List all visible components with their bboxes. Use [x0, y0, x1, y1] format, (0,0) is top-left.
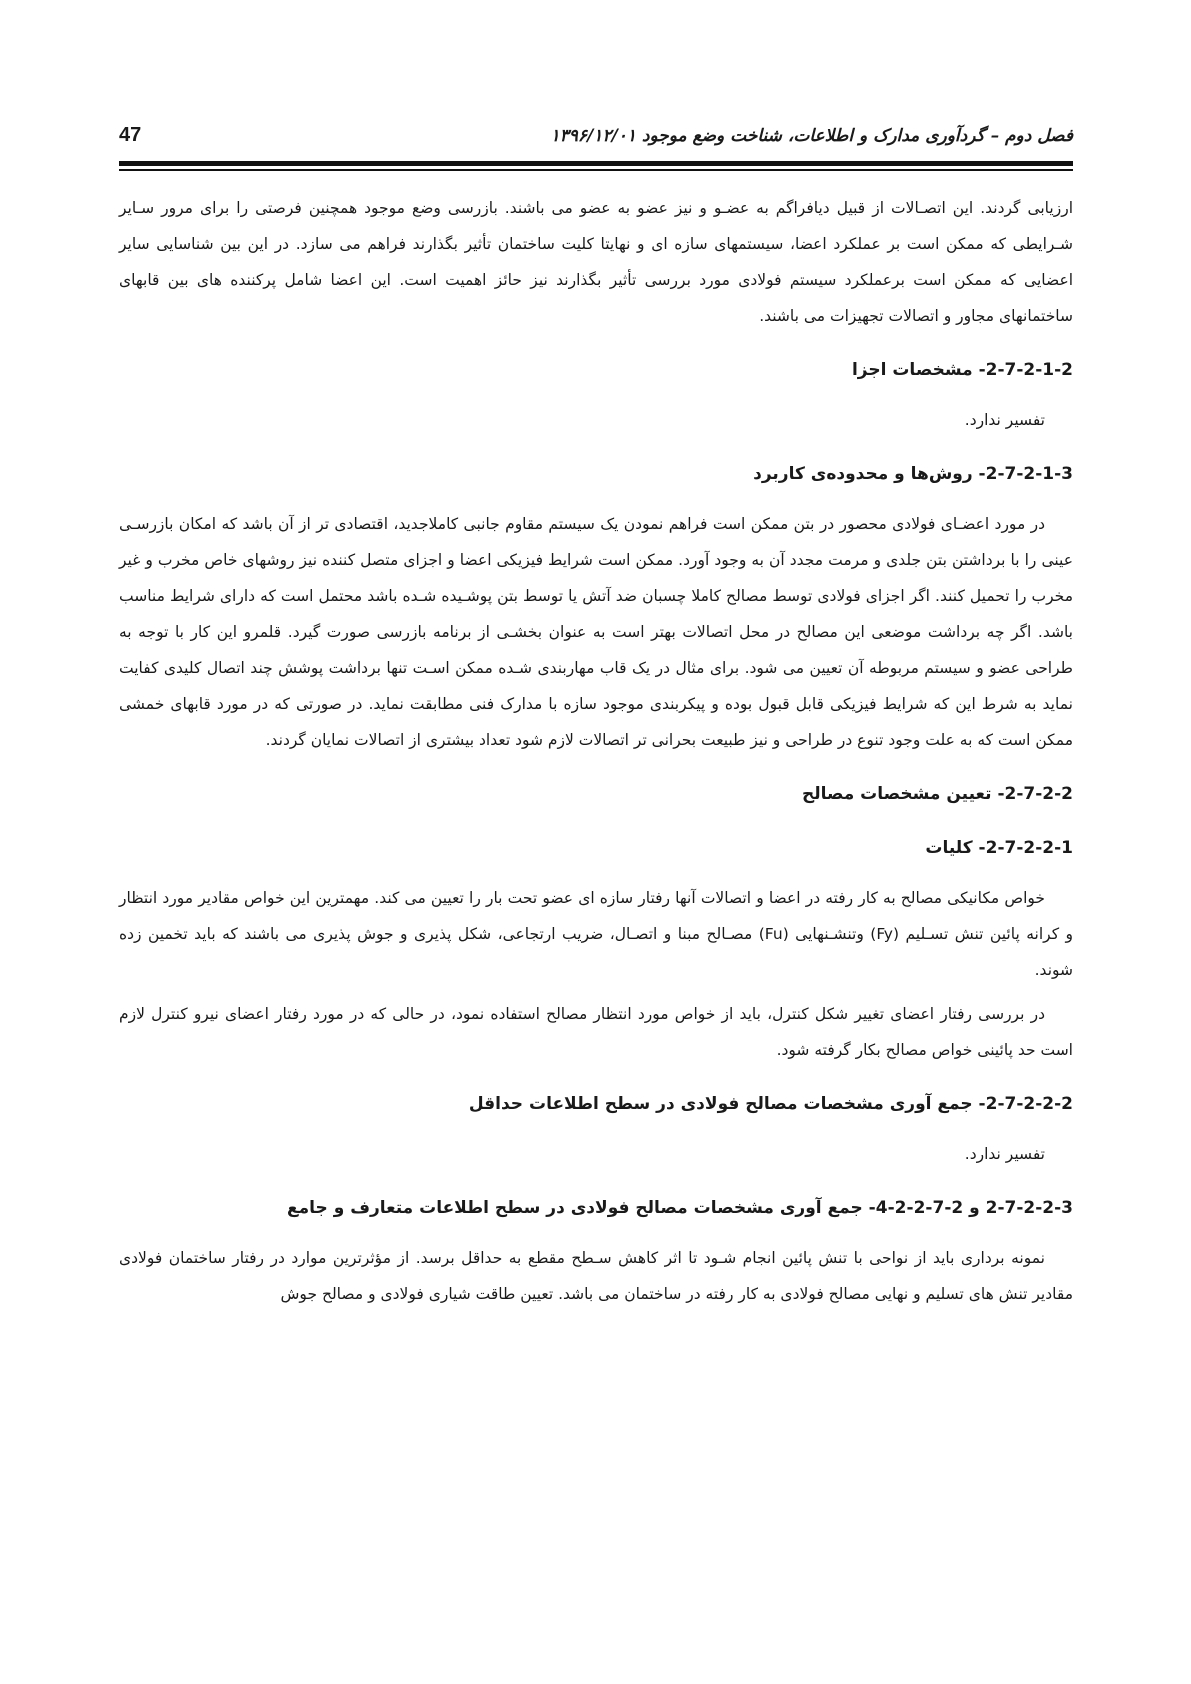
section-heading-general: 2-7-2-2-1- کلیات [925, 838, 1073, 858]
paragraph-encased-members: در مورد اعضـای فولادی محصور در بتن ممکن است فراهم نمودن یک سیستم مقاوم جانبی کاملاجدید، اقتصادی تر از آن باشد که امکان بازرسـی عینی را با برداشتن بتن جلدی و مرمت مجدد آن به وجود آورد. ممکن است شرایط فیزیکی اعضا و اجزای متصل کننده نیز روشهای خاص مخرب و غیر مخرب را تحمیل کنند. اگر اجزای فولادی توسط مصالح کاملا چسبان ضد آتش یا توسط بتن پوشـیده شـده باشد محتمل است که دارای شرایط مناسب باشد. اگر چه برداشت موضعی این مصالح در محل اتصالات بهتر است به عنوان بخشـی از برنامه بازرسی صورت گیرد. قلمرو این کار با توجه به طراحی عضو و سیستم مربوطه آن تعیین می شود. برای مثال در یک قاب مهاربندی شـده ممکن اسـت تنها برداشت پوشش چند اتصال کلیدی کفایت نماید به شرط این که شرایط فیزیکی قابل قبول بوده و پیکربندی موجود سازه با مدارک فنی مطابقت نماید. در صورتی که در مورد قابهای خمشی ممکن است که به علت وجود تنوع در طراحی و نیز طبیعت بحرانی تر اتصالات لازم شود تعداد بیشتری از اتصالات نمایان گردند. [119, 515, 1073, 749]
paragraph-mechanical-properties: خواص مکانیکی مصالح به کار رفته در اعضا و اتصالات آنها رفتار سازه ای عضو تحت بار را تعیین می کند. مهمترین این خواص مقادیر مورد انتظار و کرانه پائین تنش تسـلیم (Fy) وتنشـنهایی (Fu) مصـالح مبنا و اتصـال، ضریب ارتجاعی، شکل پذیری و جوش پذیری می باشند که باید تخمین زده شوند. [119, 889, 1074, 979]
header-rule-thin [119, 169, 1073, 171]
running-title: فصل دوم – گردآوری مدارک و اطلاعات، شناخت وضع موجود ۱۳۹۶/۱۲/۰۱ [550, 126, 1073, 146]
section-heading-material-properties: 2-7-2-2- تعیین مشخصات مصالح [801, 784, 1073, 804]
page-number: 47 [119, 124, 142, 146]
page-header [119, 122, 1073, 158]
paragraph-sampling: نمونه برداری باید از نواحی با تنش پائین انجام شـود تا اثر کاهش سـطح مقطع به حداقل برسد. از مؤثرترین موارد در رفتار ساختمان فولادی مقادیر تنش های تسلیم و نهایی مصالح فولادی به کار رفته در ساختمان می باشد. تعیین طاقت شیاری فولادی و مصالح جوش [119, 1249, 1073, 1303]
paragraph-deformation-controlled: در بررسی رفتار اعضای تغییر شکل کنترل، باید از خواص مورد انتظار مصالح استفاده نمود، در حالی که در مورد رفتار اعضای نیرو کنترل لازم است حد پائینی خواص مصالح بکار گرفته شود. [119, 1005, 1073, 1059]
section-heading-minimum-knowledge: 2-7-2-2-2- جمع آوری مشخصات مصالح فولادی در سطح اطلاعات حداقل [468, 1094, 1073, 1114]
page-body [119, 190, 1073, 1312]
section-heading-methods-and-scope: 2-7-2-1-3- روش‌ها و محدوده‌ی کاربرد [753, 464, 1073, 484]
header-rule-thick [119, 161, 1073, 166]
section-heading-usual-comprehensive-knowledge: 2-7-2-2-3 و 2-7-2-2-4- جمع آوری مشخصات مصالح فولادی در سطح اطلاعات متعارف و جامع [287, 1198, 1073, 1218]
section-heading-component-properties: 2-7-2-1-2- مشخصات اجزا [851, 360, 1073, 380]
paragraph-connections: ارزیابی گردند. این اتصـالات از قبیل دیافراگم به عضـو و نیز عضو به عضو می باشند. بازرسی وضع موجود همچنین فرصتی را برای مرور سـایر شـرایطی که ممکن است بر عملکرد اعضا، سیستمهای سازه ای و نهایتا کلیت ساختمان تأثیر بگذارند فراهم می سازد. در این بین شناسایی سایر اعضایی که ممکن است برعملکرد سیستم فولادی مورد بررسی تأثیر بگذارند نیز حائز اهمیت است. این اعضا شامل پرکننده های بین قابهای ساختمانهای مجاور و اتصالات تجهیزات می باشند. [119, 199, 1073, 325]
commentary-note: تفسیر ندارد. [964, 411, 1045, 429]
commentary-note: تفسیر ندارد. [964, 1145, 1045, 1163]
